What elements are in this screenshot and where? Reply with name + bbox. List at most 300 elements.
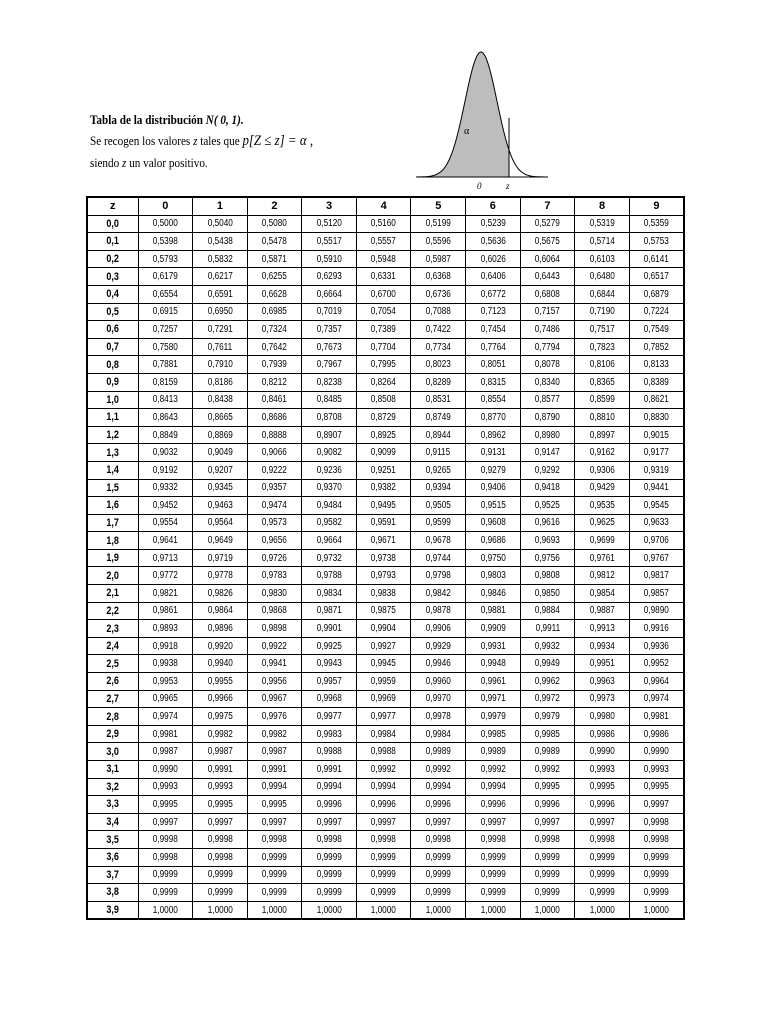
probability-cell [247, 233, 302, 251]
probability-cell [247, 602, 302, 620]
probability-text: 0,9992 [425, 763, 451, 775]
probability-cell [520, 831, 575, 849]
probability-cell [302, 233, 357, 251]
probability-cell [520, 303, 575, 321]
probability-text: 0,9984 [371, 728, 397, 740]
probability-cell [193, 673, 248, 691]
probability-text: 0,5359 [643, 218, 669, 230]
probability-text: 0,9842 [425, 587, 451, 599]
probability-cell [520, 549, 575, 567]
probability-text: 0,7190 [589, 306, 615, 318]
probability-cell [247, 673, 302, 691]
probability-cell [629, 778, 684, 796]
probability-cell [302, 497, 357, 515]
probability-text: 0,6591 [207, 288, 233, 300]
z-value-cell [87, 338, 138, 356]
probability-text: 0,9952 [643, 658, 669, 670]
z-value-text: 1,7 [106, 516, 120, 529]
probability-text: 0,9898 [261, 623, 288, 635]
probability-cell [411, 250, 466, 268]
probability-cell [411, 549, 466, 567]
probability-text: 0,9979 [480, 711, 506, 723]
probability-text: 0,7704 [371, 341, 397, 353]
probability-cell [629, 743, 684, 761]
probability-cell [575, 409, 630, 427]
probability-text: 0,9131 [480, 447, 506, 459]
probability-text: 0,9990 [152, 763, 178, 775]
probability-cell [629, 708, 684, 726]
header-text [90, 110, 374, 174]
probability-text: 0,9871 [316, 605, 342, 617]
probability-text: 0,9616 [534, 517, 560, 529]
probability-cell [520, 602, 575, 620]
probability-text: 1,0000 [425, 904, 451, 916]
probability-cell [356, 285, 411, 303]
probability-cell [411, 409, 466, 427]
probability-cell [466, 268, 521, 286]
column-header-7: 7 [520, 197, 575, 215]
z-value-text: 2,2 [106, 604, 120, 617]
probability-text: 0,9345 [207, 482, 233, 494]
probability-cell [247, 250, 302, 268]
probability-text: 0,5239 [480, 218, 506, 230]
probability-text: 0,9686 [480, 535, 506, 547]
column-header-2: 2 [247, 197, 302, 215]
probability-text: 0,9678 [425, 535, 451, 547]
probability-cell [629, 848, 684, 866]
probability-cell [302, 338, 357, 356]
probability-text: 0,9991 [316, 763, 342, 775]
probability-cell [466, 743, 521, 761]
probability-cell [520, 725, 575, 743]
line2-prefix: Se recogen los valores [90, 133, 191, 149]
probability-text: 0,9999 [207, 869, 233, 881]
probability-text: 0,9192 [152, 464, 178, 476]
probability-text: 0,9995 [589, 781, 615, 793]
probability-cell [575, 497, 630, 515]
probability-cell [520, 426, 575, 444]
probability-cell [575, 831, 630, 849]
probability-cell [302, 356, 357, 374]
probability-cell [629, 285, 684, 303]
probability-text: 0,9474 [261, 499, 288, 511]
probability-text: 0,8051 [480, 359, 506, 371]
probability-cell [193, 514, 248, 532]
probability-text: 0,8708 [316, 411, 342, 423]
probability-text: 0,9993 [589, 763, 615, 775]
probability-text: 0,8729 [371, 411, 397, 423]
probability-text: 0,8438 [207, 394, 233, 406]
probability-text: 0,9968 [316, 693, 342, 705]
probability-text: 0,9966 [207, 693, 233, 705]
z-value-cell [87, 426, 138, 444]
probability-formula: p[Z ≤ z] = α , [242, 133, 314, 150]
probability-cell [138, 373, 193, 391]
probability-cell [302, 479, 357, 497]
probability-text: 0,6772 [480, 288, 506, 300]
probability-text: 0,9997 [152, 816, 178, 828]
probability-cell [193, 233, 248, 251]
probability-text: 0,9808 [534, 570, 560, 582]
probability-text: 0,9911 [535, 623, 560, 635]
probability-text: 0,9981 [643, 711, 669, 723]
probability-cell [247, 884, 302, 902]
probability-cell [302, 673, 357, 691]
probability-cell [520, 461, 575, 479]
probability-text: 0,9951 [589, 658, 615, 670]
probability-text: 0,9505 [425, 499, 451, 511]
table-row [87, 479, 684, 497]
probability-text: 0,8264 [371, 376, 397, 388]
column-header-3: 3 [302, 197, 357, 215]
probability-cell [193, 532, 248, 550]
probability-cell [302, 743, 357, 761]
probability-cell [138, 338, 193, 356]
probability-cell [411, 813, 466, 831]
probability-text: 0,9957 [316, 675, 342, 687]
probability-cell [193, 373, 248, 391]
probability-cell [302, 761, 357, 779]
probability-text: 0,9984 [425, 728, 451, 740]
probability-text: 0,9750 [480, 552, 506, 564]
column-header-5: 5 [411, 197, 466, 215]
column-header-z: z [87, 197, 138, 215]
probability-cell [247, 620, 302, 638]
z-value-cell [87, 778, 138, 796]
probability-text: 0,9834 [316, 587, 342, 599]
z-value-cell [87, 479, 138, 497]
table-row [87, 391, 684, 409]
probability-text: 0,9864 [207, 605, 233, 617]
table-row [87, 549, 684, 567]
probability-cell [411, 848, 466, 866]
probability-text: 0,8790 [534, 411, 560, 423]
probability-text: 0,9998 [207, 834, 233, 846]
normal-distribution-table [86, 196, 685, 920]
distribution-table-container [86, 196, 683, 920]
probability-cell [138, 901, 193, 919]
probability-text: 0,9279 [480, 464, 506, 476]
probability-text: 0,9990 [643, 746, 669, 758]
probability-cell [629, 655, 684, 673]
probability-cell [247, 409, 302, 427]
table-row [87, 514, 684, 532]
probability-text: 0,9994 [425, 781, 451, 793]
probability-text: 0,9999 [534, 869, 560, 881]
probability-cell [411, 796, 466, 814]
probability-text: 0,9994 [371, 781, 397, 793]
probability-text: 0,9861 [152, 605, 178, 617]
table-row [87, 655, 684, 673]
probability-text: 0,9207 [207, 464, 233, 476]
probability-cell [520, 620, 575, 638]
probability-cell [520, 532, 575, 550]
probability-cell [138, 391, 193, 409]
probability-text: 0,9996 [534, 798, 560, 810]
probability-cell [520, 848, 575, 866]
probability-cell [575, 268, 630, 286]
probability-cell [466, 356, 521, 374]
zero-label: 0 [477, 181, 482, 191]
probability-text: 0,9671 [371, 535, 397, 547]
probability-text: 0,7794 [534, 341, 560, 353]
probability-text: 1,0000 [534, 904, 560, 916]
probability-text: 0,6628 [261, 288, 288, 300]
probability-cell [575, 884, 630, 902]
probability-cell [247, 426, 302, 444]
probability-cell [466, 391, 521, 409]
probability-cell [247, 549, 302, 567]
probability-cell [356, 268, 411, 286]
probability-cell [466, 479, 521, 497]
probability-cell [302, 321, 357, 339]
probability-text: 0,9495 [371, 499, 397, 511]
probability-text: 0,8944 [425, 429, 451, 441]
probability-text: 0,9995 [534, 781, 560, 793]
probability-cell [629, 673, 684, 691]
probability-cell [520, 391, 575, 409]
probability-cell [629, 356, 684, 374]
probability-text: 0,7611 [207, 341, 233, 353]
z-value-text: 1,8 [106, 534, 120, 547]
probability-text: 0,8389 [643, 376, 669, 388]
z-value-text: 2,3 [106, 622, 120, 635]
probability-cell [138, 743, 193, 761]
probability-cell [138, 426, 193, 444]
probability-text: 0,8925 [371, 429, 397, 441]
probability-cell [356, 673, 411, 691]
probability-cell [356, 514, 411, 532]
probability-text: 0,5832 [207, 253, 233, 265]
probability-text: 0,8238 [316, 376, 342, 388]
probability-text: 0,8869 [207, 429, 233, 441]
probability-text: 0,7088 [425, 306, 451, 318]
table-body [87, 215, 684, 919]
probability-cell [193, 884, 248, 902]
probability-cell [356, 321, 411, 339]
probability-text: 0,9884 [534, 605, 560, 617]
probability-text: 0,9989 [480, 746, 506, 758]
probability-cell [520, 338, 575, 356]
probability-cell [138, 567, 193, 585]
column-header-0: 0 [138, 197, 193, 215]
table-row [87, 233, 684, 251]
shaded-area [418, 52, 509, 177]
probability-text: 0,6950 [207, 306, 233, 318]
probability-cell [356, 778, 411, 796]
probability-cell [302, 637, 357, 655]
table-row [87, 761, 684, 779]
z-value-text: 3,6 [106, 851, 120, 864]
probability-cell [629, 831, 684, 849]
probability-cell [575, 549, 630, 567]
probability-cell [247, 866, 302, 884]
probability-text: 0,8106 [589, 359, 615, 371]
probability-cell [138, 321, 193, 339]
probability-cell [520, 673, 575, 691]
z-value-text: 0,9 [106, 376, 120, 389]
probability-cell [193, 690, 248, 708]
probability-cell [302, 567, 357, 585]
probability-cell [575, 778, 630, 796]
probability-text: 0,9996 [425, 798, 451, 810]
probability-cell [575, 637, 630, 655]
probability-text: 0,7852 [643, 341, 669, 353]
probability-text: 0,7939 [261, 359, 288, 371]
probability-text: 0,9940 [207, 658, 233, 670]
table-row [87, 567, 684, 585]
probability-text: 0,9995 [152, 798, 178, 810]
z-value-cell [87, 303, 138, 321]
probability-cell [629, 901, 684, 919]
probability-cell [193, 215, 248, 233]
column-header-1: 1 [193, 197, 248, 215]
probability-text: 0,8997 [589, 429, 615, 441]
z-value-text: 2,6 [106, 675, 120, 688]
probability-text: 0,9999 [589, 869, 615, 881]
probability-cell [193, 391, 248, 409]
probability-cell [138, 233, 193, 251]
probability-text: 0,9826 [207, 587, 233, 599]
probability-text: 0,9357 [261, 482, 288, 494]
probability-cell [411, 373, 466, 391]
probability-text: 0,8554 [480, 394, 506, 406]
z-value-cell [87, 761, 138, 779]
probability-cell [302, 461, 357, 479]
probability-text: 0,5557 [371, 235, 397, 247]
probability-text: 0,9082 [316, 447, 342, 459]
z-value-text: 0,2 [106, 253, 120, 266]
probability-cell [302, 708, 357, 726]
probability-cell [138, 250, 193, 268]
probability-text: 0,9999 [425, 869, 451, 881]
probability-text: 0,7642 [261, 341, 288, 353]
probability-cell [138, 444, 193, 462]
probability-cell [356, 602, 411, 620]
probability-text: 0,9798 [425, 570, 451, 582]
probability-text: 0,7054 [371, 306, 397, 318]
probability-cell [520, 409, 575, 427]
probability-text: 0,9998 [207, 851, 233, 863]
table-row [87, 268, 684, 286]
probability-text: 0,6368 [425, 271, 451, 283]
probability-text: 0,9997 [316, 816, 342, 828]
probability-text: 0,9916 [643, 623, 669, 635]
probability-cell [575, 215, 630, 233]
z-value-cell [87, 532, 138, 550]
table-row [87, 743, 684, 761]
probability-cell [138, 461, 193, 479]
probability-cell [356, 690, 411, 708]
probability-text: 0,7454 [480, 323, 506, 335]
normal-curve-svg [414, 46, 550, 192]
probability-text: 0,9997 [534, 816, 560, 828]
probability-cell [629, 497, 684, 515]
probability-cell [356, 848, 411, 866]
probability-cell [466, 233, 521, 251]
probability-text: 1,0000 [589, 904, 615, 916]
probability-cell [629, 884, 684, 902]
probability-cell [302, 690, 357, 708]
probability-text: 0,9998 [261, 834, 288, 846]
probability-cell [466, 884, 521, 902]
probability-text: 0,7324 [261, 323, 288, 335]
table-row [87, 585, 684, 603]
probability-cell [247, 321, 302, 339]
table-row [87, 813, 684, 831]
probability-text: 0,9999 [152, 886, 178, 898]
probability-cell [629, 761, 684, 779]
probability-cell [629, 250, 684, 268]
probability-cell [466, 602, 521, 620]
probability-text: 0,7910 [207, 359, 233, 371]
probability-text: 0,9997 [643, 798, 669, 810]
probability-text: 0,9573 [261, 517, 288, 529]
column-header-9: 9 [629, 197, 684, 215]
table-row [87, 620, 684, 638]
probability-cell [466, 285, 521, 303]
table-row [87, 303, 684, 321]
probability-text: 0,9979 [534, 711, 560, 723]
probability-text: 0,9756 [534, 552, 560, 564]
probability-cell [411, 461, 466, 479]
probability-cell [520, 655, 575, 673]
probability-cell [356, 831, 411, 849]
probability-text: 0,9812 [589, 570, 615, 582]
z-value-cell [87, 409, 138, 427]
probability-cell [629, 585, 684, 603]
probability-text: 0,6443 [534, 271, 560, 283]
probability-cell [138, 215, 193, 233]
probability-text: 0,7389 [371, 323, 397, 335]
z-value-text: 2,7 [106, 692, 120, 705]
probability-cell [138, 673, 193, 691]
probability-text: 0,8577 [534, 394, 560, 406]
probability-text: 0,9994 [261, 781, 288, 793]
probability-text: 0,9699 [589, 535, 615, 547]
probability-cell [138, 708, 193, 726]
probability-cell [356, 356, 411, 374]
probability-cell [629, 338, 684, 356]
probability-cell [629, 303, 684, 321]
probability-text: 0,5319 [589, 218, 615, 230]
probability-text: 0,9992 [534, 763, 560, 775]
probability-text: 0,9932 [534, 640, 560, 652]
probability-text: 0,9936 [643, 640, 669, 652]
z-value-text: 0,5 [106, 305, 120, 318]
probability-text: 0,9978 [425, 711, 451, 723]
z-value-text: 0,3 [106, 270, 120, 283]
probability-text: 0,9998 [425, 834, 451, 846]
probability-text: 0,8340 [534, 376, 560, 388]
probability-text: 0,9988 [371, 746, 397, 758]
probability-cell [411, 708, 466, 726]
probability-cell [575, 813, 630, 831]
probability-cell [466, 831, 521, 849]
z-value-text: 1,0 [106, 393, 120, 406]
probability-cell [629, 602, 684, 620]
probability-cell [138, 409, 193, 427]
z-value-cell [87, 549, 138, 567]
probability-text: 0,9896 [207, 623, 233, 635]
probability-cell [356, 549, 411, 567]
probability-text: 0,5987 [425, 253, 451, 265]
z-value-cell [87, 497, 138, 515]
probability-cell [520, 901, 575, 919]
probability-cell [356, 708, 411, 726]
probability-text: 0,9941 [261, 658, 288, 670]
column-header-8: 8 [575, 197, 630, 215]
